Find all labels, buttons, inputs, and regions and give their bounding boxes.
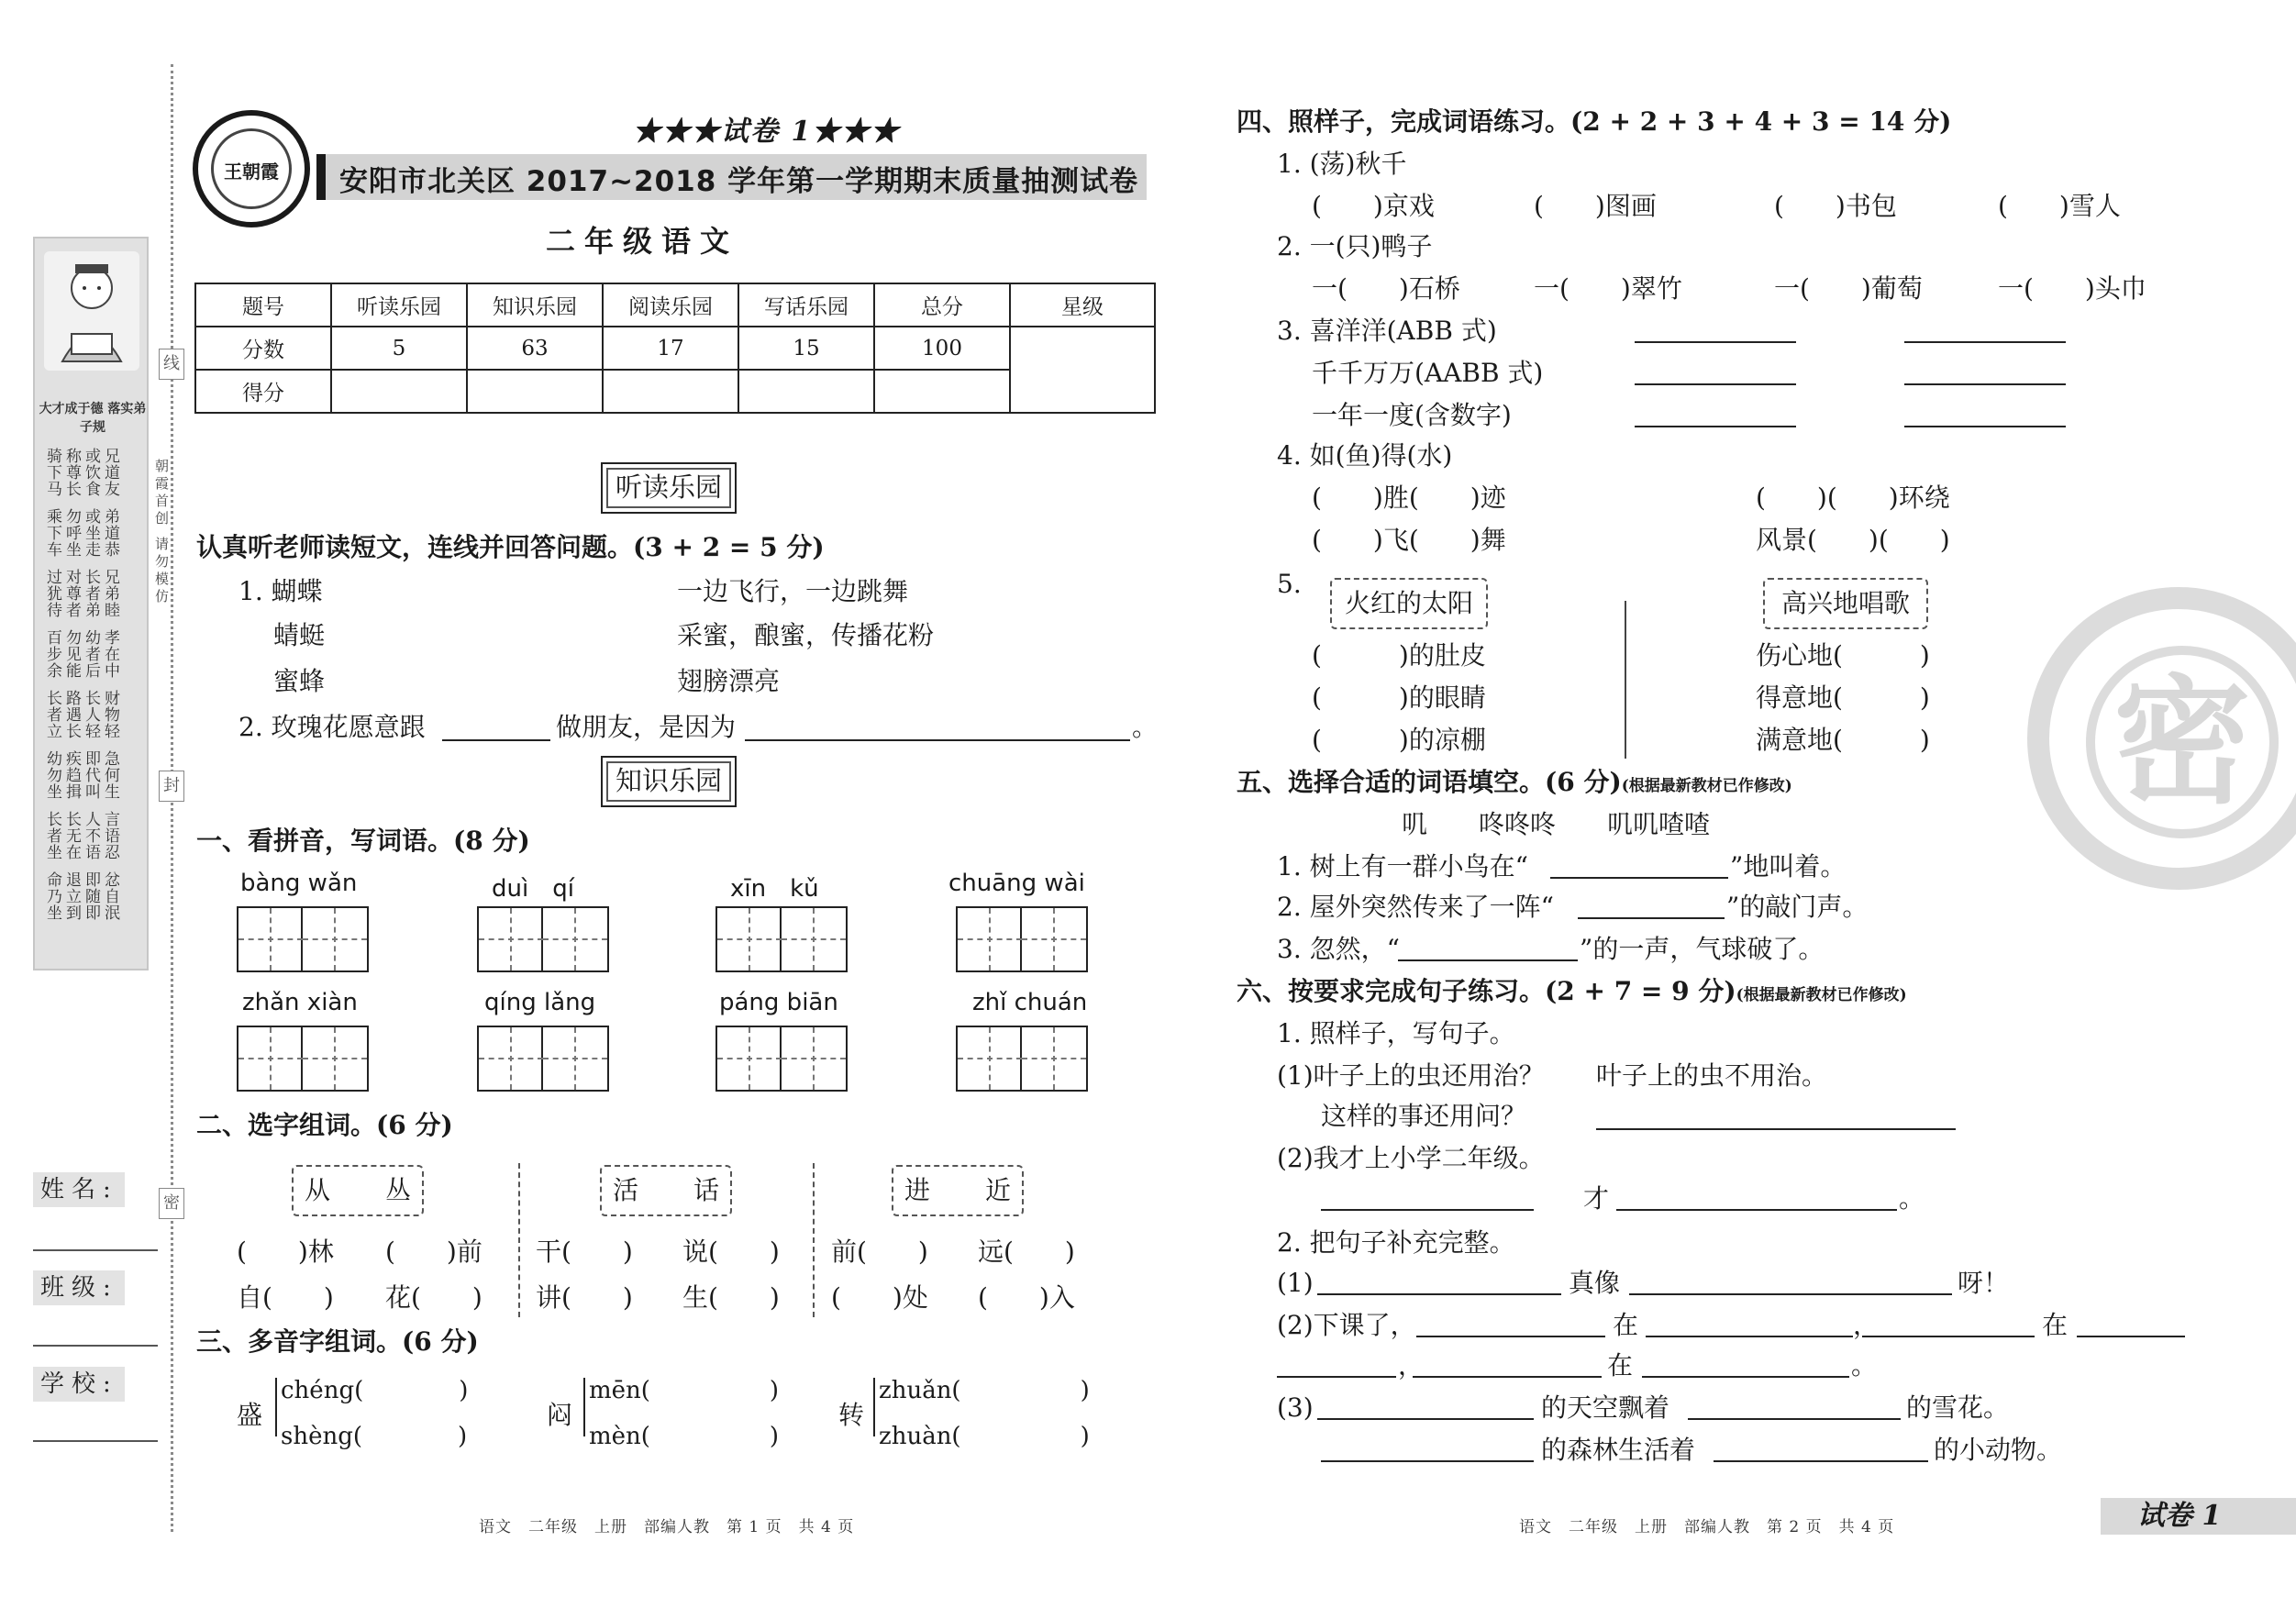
fill-blank[interactable]: ( )京戏 (1312, 191, 1435, 221)
answer-blank[interactable] (1635, 341, 1796, 343)
action-item[interactable]: 采蜜，酿蜜，传播花粉 (677, 620, 935, 650)
table-header: 听读乐园 (331, 283, 467, 327)
table-header: 题号 (195, 283, 331, 327)
score-input-cell[interactable] (603, 370, 738, 413)
reading-blank[interactable]: zhuǎn( ) (879, 1377, 1090, 1404)
score-input-cell[interactable] (738, 370, 874, 413)
fill-blank[interactable]: 风景( )( ) (1756, 525, 1950, 555)
school-field[interactable] (33, 1440, 158, 1442)
copyright-note: 朝霞首创 请勿模仿 (153, 459, 170, 606)
insect-bee[interactable]: 蜜蜂 (273, 666, 326, 696)
motto-column: 孝在中 (101, 629, 119, 679)
pinyin-label: qíng lǎng (484, 989, 596, 1016)
question-2-a: 2. 玫瑰花愿意跟 (238, 712, 426, 742)
fill-blank[interactable]: ( )前 (385, 1237, 482, 1267)
pinyin-label: chuāng wài (948, 870, 1085, 897)
divider (518, 1163, 520, 1317)
answer-blank[interactable] (2077, 1336, 2185, 1337)
motto-text (42, 448, 143, 921)
pinyin-label: zhǐ chuán (972, 989, 1088, 1016)
answer-blank[interactable] (1904, 341, 2066, 343)
fill-blank[interactable]: 讲( ) (536, 1282, 633, 1313)
fill-blank[interactable]: 前( ) (831, 1237, 928, 1267)
table-header: 星级 (1010, 283, 1155, 327)
answer-blank[interactable] (1688, 1418, 1901, 1420)
answer-blank[interactable] (1398, 959, 1578, 961)
char-pair-box (892, 1165, 1024, 1216)
motto-column: 言语忍 (101, 811, 119, 860)
question: 3. 忽然，“ (1277, 934, 1400, 964)
connector: 在 (1613, 1310, 1639, 1340)
word-bank: 叽 咚咚咚 叽叽喳喳 (1402, 809, 1711, 839)
char-pair-box (600, 1165, 732, 1216)
star-rating-cell[interactable] (1010, 327, 1155, 413)
answer-blank[interactable] (745, 739, 1130, 741)
class-label: 班级: (33, 1270, 125, 1305)
example: 叶子上的虫不用治。 (1596, 1060, 1828, 1091)
insect-butterfly: 1. 蝴蝶 (238, 576, 323, 606)
motto-column: 幼者后 (82, 629, 100, 679)
writing-grid[interactable] (237, 906, 369, 972)
motto-column: 命乃坐 (43, 871, 61, 921)
fill-blank[interactable]: ( )书包 (1774, 191, 1897, 221)
motto-column: 长无在 (62, 811, 81, 860)
fill-blank[interactable]: ( )胜( )迹 (1312, 482, 1506, 513)
motto-column: 即随即 (82, 871, 100, 921)
answer-blank[interactable] (1321, 1460, 1534, 1462)
phrase-box: 火红的太阳 (1330, 578, 1488, 629)
polyphone-char: 闷 (547, 1400, 573, 1430)
table-header: 阅读乐园 (603, 283, 738, 327)
paper-corner-tag: 试卷 1 (2101, 1498, 2296, 1535)
fill-blank[interactable]: 一( )翠竹 (1534, 273, 1682, 304)
pinyin-label: duì qí (492, 875, 574, 903)
listen-section-title: 听读乐园 (601, 462, 737, 514)
fill-blank[interactable]: ( )处 (831, 1282, 928, 1313)
fill-blank[interactable]: ( )的眼睛 (1312, 682, 1486, 713)
table-cell: 15 (738, 327, 874, 370)
insect-dragonfly[interactable]: 蜻蜓 (273, 620, 326, 650)
brand-logo: 王朝霞 (193, 110, 310, 227)
question: (1) (1277, 1268, 1314, 1298)
answer-blank[interactable] (1904, 426, 2066, 427)
motto-column: 长者立 (43, 690, 61, 739)
fill-blank[interactable]: ( )的凉棚 (1312, 725, 1486, 755)
fill-blank[interactable]: 一( )葡萄 (1774, 273, 1923, 304)
action-item[interactable]: 翅膀漂亮 (677, 666, 781, 696)
motto-column: 勿呼坐 (62, 508, 81, 558)
knowledge-section-title: 知识乐园 (601, 756, 737, 807)
polyphone-char: 盛 (237, 1400, 263, 1430)
answer-blank[interactable] (1714, 1460, 1928, 1462)
school-label: 学校: (33, 1367, 125, 1402)
motto-column: 勿见能 (62, 629, 81, 679)
example: 3. 喜洋洋(ABB 式) (1277, 316, 1497, 346)
reading-blank[interactable]: zhuàn( ) (879, 1423, 1090, 1450)
fill-blank[interactable]: 自( ) (237, 1282, 334, 1313)
reading-blank[interactable]: chéng( ) (281, 1377, 469, 1404)
fill-blank[interactable]: 满意地( ) (1756, 725, 1930, 755)
reading-blank[interactable]: shèng( ) (281, 1423, 468, 1450)
pinyin-label: bàng wǎn (240, 870, 358, 897)
question-end: 的小动物。 (1934, 1435, 2063, 1465)
fill-blank[interactable]: 干( ) (536, 1237, 633, 1267)
fill-blank[interactable]: 一( )石桥 (1312, 273, 1460, 304)
motto-column: 疾趋揖 (62, 750, 81, 800)
example: 4. 如(鱼)得(水) (1277, 440, 1453, 471)
writing-grid[interactable] (477, 906, 609, 972)
table-row-label: 分数 (195, 327, 331, 370)
writing-grid[interactable] (956, 906, 1088, 972)
question: (3) (1277, 1392, 1314, 1423)
left-page-footer: 语文 二年级 上册 部编人教 第 1 页 共 4 页 (479, 1518, 855, 1536)
table-cell: 63 (467, 327, 603, 370)
section-2-title: 二、选字组词。(6 分) (196, 1110, 453, 1140)
motto-column: 乘下车 (43, 508, 61, 558)
score-input-cell[interactable] (874, 370, 1010, 413)
example: 2. 一(只)鸭子 (1277, 231, 1433, 261)
writing-grid[interactable] (715, 1026, 848, 1092)
divider (813, 1163, 815, 1317)
question-end: ”的一声，气球破了。 (1580, 934, 1825, 964)
table-row (195, 327, 1155, 370)
fill-blank[interactable]: 花( ) (385, 1282, 482, 1313)
table-cell: 17 (603, 327, 738, 370)
motto-column: 忿自泯 (101, 871, 119, 921)
motto-column: 路遇长 (62, 690, 81, 739)
paper-tag: ★★★试卷 1★★★ (633, 116, 901, 148)
question-end: ”的敲门声。 (1726, 892, 1869, 922)
answer-blank[interactable] (1413, 1376, 1602, 1378)
table-header-row (195, 283, 1155, 327)
writing-grid[interactable] (956, 1026, 1088, 1092)
fold-tag-line: 线 (159, 349, 184, 380)
table-cell: 100 (874, 327, 1010, 370)
motto-column: 长人轻 (82, 690, 100, 739)
exam-title: 安阳市北关区 2017~2018 学年第一学期期末质量抽测试卷 (339, 165, 1139, 198)
motto-column: 或饮食 (82, 448, 100, 497)
connector: 在 (2042, 1310, 2069, 1340)
pinyin-label: xīn kǔ (730, 875, 819, 903)
example: 千千万万(AABB 式) (1312, 358, 1544, 388)
motto-column: 急何生 (101, 750, 119, 800)
table-cell: 5 (331, 327, 467, 370)
name-label: 姓名: (33, 1172, 125, 1207)
question: 这样的事还用问？ (1321, 1101, 1527, 1131)
motto-column: 弟道恭 (101, 508, 119, 558)
fill-blank[interactable]: 伤心地( ) (1756, 640, 1930, 671)
table-row-label: 得分 (195, 370, 331, 413)
action-item[interactable]: 一边飞行，一边跳舞 (677, 576, 909, 606)
fill-blank[interactable]: 说( ) (682, 1237, 780, 1267)
connector: 的森林生活着 (1541, 1435, 1696, 1465)
question: 1. 树上有一群小鸟在“ (1277, 851, 1528, 882)
question: 2. 把句子补充完整。 (1277, 1227, 1515, 1258)
answer-blank[interactable] (1904, 383, 2066, 385)
fill-blank[interactable]: 得意地( ) (1756, 682, 1930, 713)
section-1-title: 一、看拼音，写词语。(8 分) (196, 826, 530, 856)
answer-blank[interactable] (1596, 1128, 1956, 1130)
phrase-box: 高兴地唱歌 (1763, 578, 1928, 629)
fill-blank[interactable]: ( )林 (237, 1237, 334, 1267)
motto-column: 人不语 (82, 811, 100, 860)
writing-grid[interactable] (715, 906, 848, 972)
char-option: 活 (613, 1175, 639, 1205)
comma: ， (1398, 1350, 1425, 1381)
motto-column: 幼勿坐 (43, 750, 61, 800)
fill-blank[interactable]: 生( ) (682, 1282, 780, 1313)
section-4-title: 四、照样子，完成词语练习。(2 + 2 + 3 + 4 + 3 = 14 分) (1237, 106, 1952, 137)
motto-column: 骑下马 (43, 448, 61, 497)
question-end: 呀！ (1958, 1268, 2010, 1298)
fill-blank[interactable]: ( )飞( )舞 (1312, 525, 1506, 555)
motto-column: 即代叫 (82, 750, 100, 800)
section-6-title-text: 六、按要求完成句子练习。(2 + 7 = 9 分) (1237, 976, 1736, 1006)
char-option: 从 (305, 1175, 331, 1205)
fill-blank[interactable]: ( )入 (978, 1282, 1075, 1313)
fill-blank[interactable]: ( )雪人 (1998, 191, 2121, 221)
section-5-title (1237, 767, 1792, 802)
writing-grid[interactable] (237, 1026, 369, 1092)
item-number: 5. (1277, 569, 1302, 599)
motto-column: 兄道友 (101, 448, 119, 497)
answer-blank[interactable] (1317, 1418, 1534, 1420)
answer-blank[interactable] (1635, 383, 1796, 385)
period: 。 (1899, 1183, 1925, 1214)
right-page-footer: 语文 二年级 上册 部编人教 第 2 页 共 4 页 (1519, 1518, 1895, 1536)
table-header: 总分 (874, 283, 1010, 327)
example: 一年一度(含数字) (1312, 400, 1512, 430)
edition-note: (根据最新教材已作修改) (1736, 986, 1907, 1004)
question-end: 的雪花。 (1906, 1392, 2010, 1423)
section-6-title (1237, 976, 1907, 1011)
table-header: 知识乐园 (467, 283, 603, 327)
fold-tag-seal: 封 (159, 771, 184, 802)
polyphone-char: 转 (838, 1400, 865, 1430)
connector: 的天空飘着 (1541, 1392, 1670, 1423)
motto-column: 或坐走 (82, 508, 100, 558)
scholar-illustration (44, 251, 139, 371)
char-pair-box (292, 1165, 424, 1216)
answer-blank[interactable] (1578, 917, 1725, 919)
motto-column: 兄弟睦 (101, 569, 119, 618)
secret-seal-watermark: 密 (2027, 587, 2296, 890)
connector: 才 (1583, 1183, 1610, 1214)
char-option: 进 (904, 1175, 931, 1205)
pinyin-label: zhǎn xiàn (242, 989, 358, 1016)
answer-blank[interactable] (1317, 1293, 1561, 1295)
connector: 在 (1607, 1350, 1634, 1381)
answer-blank[interactable] (1629, 1293, 1952, 1295)
fill-blank[interactable]: 一( )头巾 (1998, 273, 2146, 304)
answer-blank[interactable] (1277, 1376, 1396, 1378)
answer-blank[interactable] (442, 739, 550, 741)
section-3-title: 三、多音字组词。(6 分) (196, 1326, 479, 1357)
motto-column: 称尊长 (62, 448, 81, 497)
answer-blank[interactable] (1616, 1209, 1897, 1211)
reading-blank[interactable]: mēn( ) (589, 1377, 780, 1404)
score-input-cell[interactable] (331, 370, 467, 413)
fill-blank[interactable]: ( )的肚皮 (1312, 640, 1486, 671)
motto-column: 长者弟 (82, 569, 100, 618)
subject-title: 二年级语文 (545, 224, 738, 259)
table-header: 写话乐园 (738, 283, 874, 327)
question: (2)下课了， (1277, 1310, 1416, 1340)
motto-column: 对尊者 (62, 569, 81, 618)
answer-blank[interactable] (1416, 1336, 1605, 1337)
connector: 真像 (1569, 1268, 1621, 1298)
question-2-b: 做朋友，是因为 (556, 712, 737, 742)
motto-column: 百步余 (43, 629, 61, 679)
fold-tag-secret: 密 (159, 1188, 184, 1219)
answer-blank[interactable] (1550, 877, 1728, 879)
fill-blank[interactable]: ( )图画 (1534, 191, 1657, 221)
char-option: 话 (693, 1175, 720, 1205)
motto-column: 过犹待 (43, 569, 61, 618)
answer-blank[interactable] (1642, 1376, 1849, 1378)
example: (1)叶子上的虫还用治？ (1277, 1060, 1545, 1091)
fill-blank[interactable]: ( )( )环绕 (1756, 482, 1950, 513)
section-5-title-text: 五、选择合适的词语填空。(6 分) (1237, 767, 1622, 797)
edition-note: (根据最新教材已作修改) (1621, 777, 1792, 795)
char-option: 近 (985, 1175, 1012, 1205)
motto-column: 财物轻 (101, 690, 119, 739)
motto-column: 长者坐 (43, 811, 61, 860)
listen-instruction: 认真听老师读短文，连线并回答问题。(3 + 2 = 5 分) (196, 532, 825, 562)
motto-panel (33, 237, 149, 970)
question: (2)我才上小学二年级。 (1277, 1143, 1545, 1173)
class-field[interactable] (33, 1345, 158, 1347)
comma: ， (1853, 1310, 1880, 1340)
name-field[interactable] (33, 1249, 158, 1251)
answer-blank[interactable] (1646, 1336, 1853, 1337)
answer-blank[interactable] (1321, 1209, 1534, 1211)
question: 2. 屋外突然传来了一阵“ (1277, 892, 1554, 922)
answer-blank[interactable] (1862, 1336, 2035, 1337)
reading-blank[interactable]: mèn( ) (589, 1423, 780, 1450)
pinyin-label: páng biān (719, 989, 838, 1016)
question-end: ”地叫着。 (1730, 851, 1847, 882)
score-input-cell[interactable] (467, 370, 603, 413)
example: 1. (荡)秋千 (1277, 149, 1407, 179)
char-option: 丛 (385, 1175, 412, 1205)
writing-grid[interactable] (477, 1026, 609, 1092)
fill-blank[interactable]: 远( ) (978, 1237, 1075, 1267)
motto-caption: 大才成于德 落实弟子规 (39, 402, 147, 435)
period: 。 (1851, 1350, 1878, 1381)
motto-column: 退立到 (62, 871, 81, 921)
period: 。 (1132, 712, 1159, 742)
question: 1. 照样子，写句子。 (1277, 1018, 1515, 1048)
score-table (194, 283, 1156, 414)
divider (1625, 601, 1626, 759)
answer-blank[interactable] (1635, 426, 1796, 427)
